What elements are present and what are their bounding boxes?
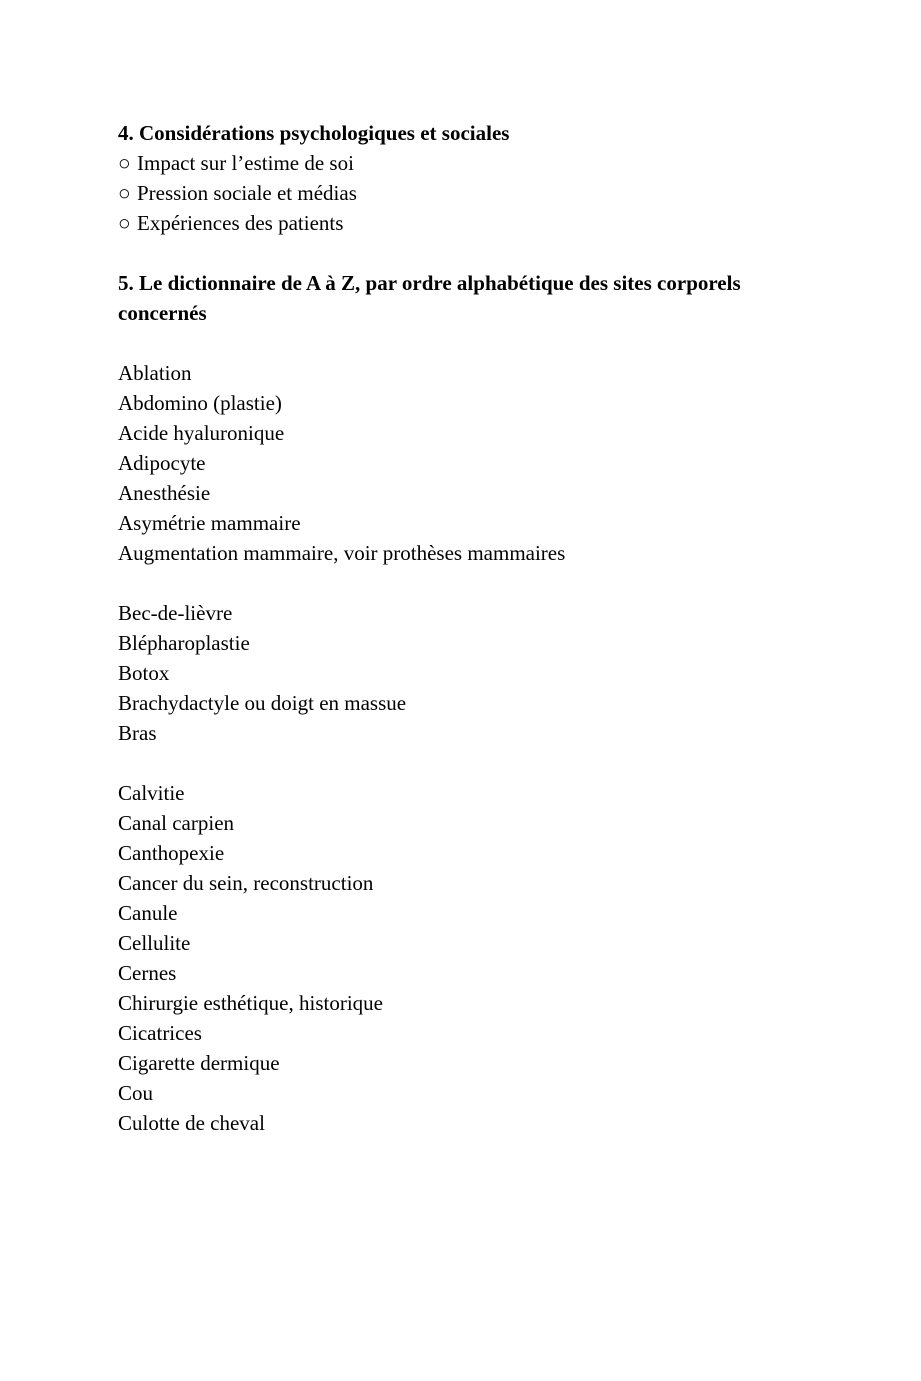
dictionary-entry: Ablation <box>118 361 192 385</box>
bullet-item <box>118 178 818 208</box>
dictionary-group-a <box>118 358 818 568</box>
bullet-text: Impact sur l’estime de soi <box>137 151 354 175</box>
dictionary-entry: Culotte de cheval <box>118 1111 265 1135</box>
dictionary-entry: Augmentation mammaire, voir prothèses mammaires <box>118 541 566 565</box>
dictionary-entry: Canal carpien <box>118 811 235 835</box>
dictionary-entry: Calvitie <box>118 781 185 805</box>
bullet-item <box>118 148 818 178</box>
section-5-title <box>118 268 818 328</box>
circle-bullet-icon: ○ <box>118 181 131 205</box>
dictionary-entry: Acide hyaluronique <box>118 421 285 445</box>
dictionary-entry: Cancer du sein, reconstruction <box>118 871 374 895</box>
document-page <box>118 118 818 1138</box>
dictionary-entry: Cellulite <box>118 931 191 955</box>
circle-bullet-icon: ○ <box>118 211 131 235</box>
dictionary-group-c <box>118 778 818 1138</box>
dictionary-entry: Chirurgie esthétique, historique <box>118 991 383 1015</box>
circle-bullet-icon: ○ <box>118 151 131 175</box>
dictionary-entry: Cicatrices <box>118 1021 202 1045</box>
bullet-item <box>118 208 818 238</box>
dictionary-entry: Bras <box>118 721 157 745</box>
section-5-title-line-1: 5. Le dictionnaire de A à Z, par ordre alphabétique des sites corporels <box>118 271 741 295</box>
dictionary-entry: Adipocyte <box>118 451 206 475</box>
dictionary-entry: Canthopexie <box>118 841 225 865</box>
dictionary-entry: Asymétrie mammaire <box>118 511 301 535</box>
section-4-bullets <box>118 148 818 238</box>
dictionary-entry: Canule <box>118 901 178 925</box>
dictionary-entry: Cigarette dermique <box>118 1051 280 1075</box>
dictionary-entry: Abdomino (plastie) <box>118 391 282 415</box>
dictionary-entry: Botox <box>118 661 170 685</box>
bullet-text: Pression sociale et médias <box>137 181 357 205</box>
dictionary-entry: Cernes <box>118 961 177 985</box>
section-4-title: 4. Considérations psychologiques et sociales <box>118 121 510 145</box>
dictionary-group-b <box>118 598 818 748</box>
dictionary-entry: Anesthésie <box>118 481 211 505</box>
dictionary-entry: Cou <box>118 1081 154 1105</box>
bullet-text: Expériences des patients <box>137 211 344 235</box>
section-5-title-line-2: concernés <box>118 301 207 325</box>
dictionary-entry: Blépharoplastie <box>118 631 250 655</box>
dictionary-entry: Bec-de-lièvre <box>118 601 233 625</box>
dictionary-entry: Brachydactyle ou doigt en massue <box>118 691 407 715</box>
